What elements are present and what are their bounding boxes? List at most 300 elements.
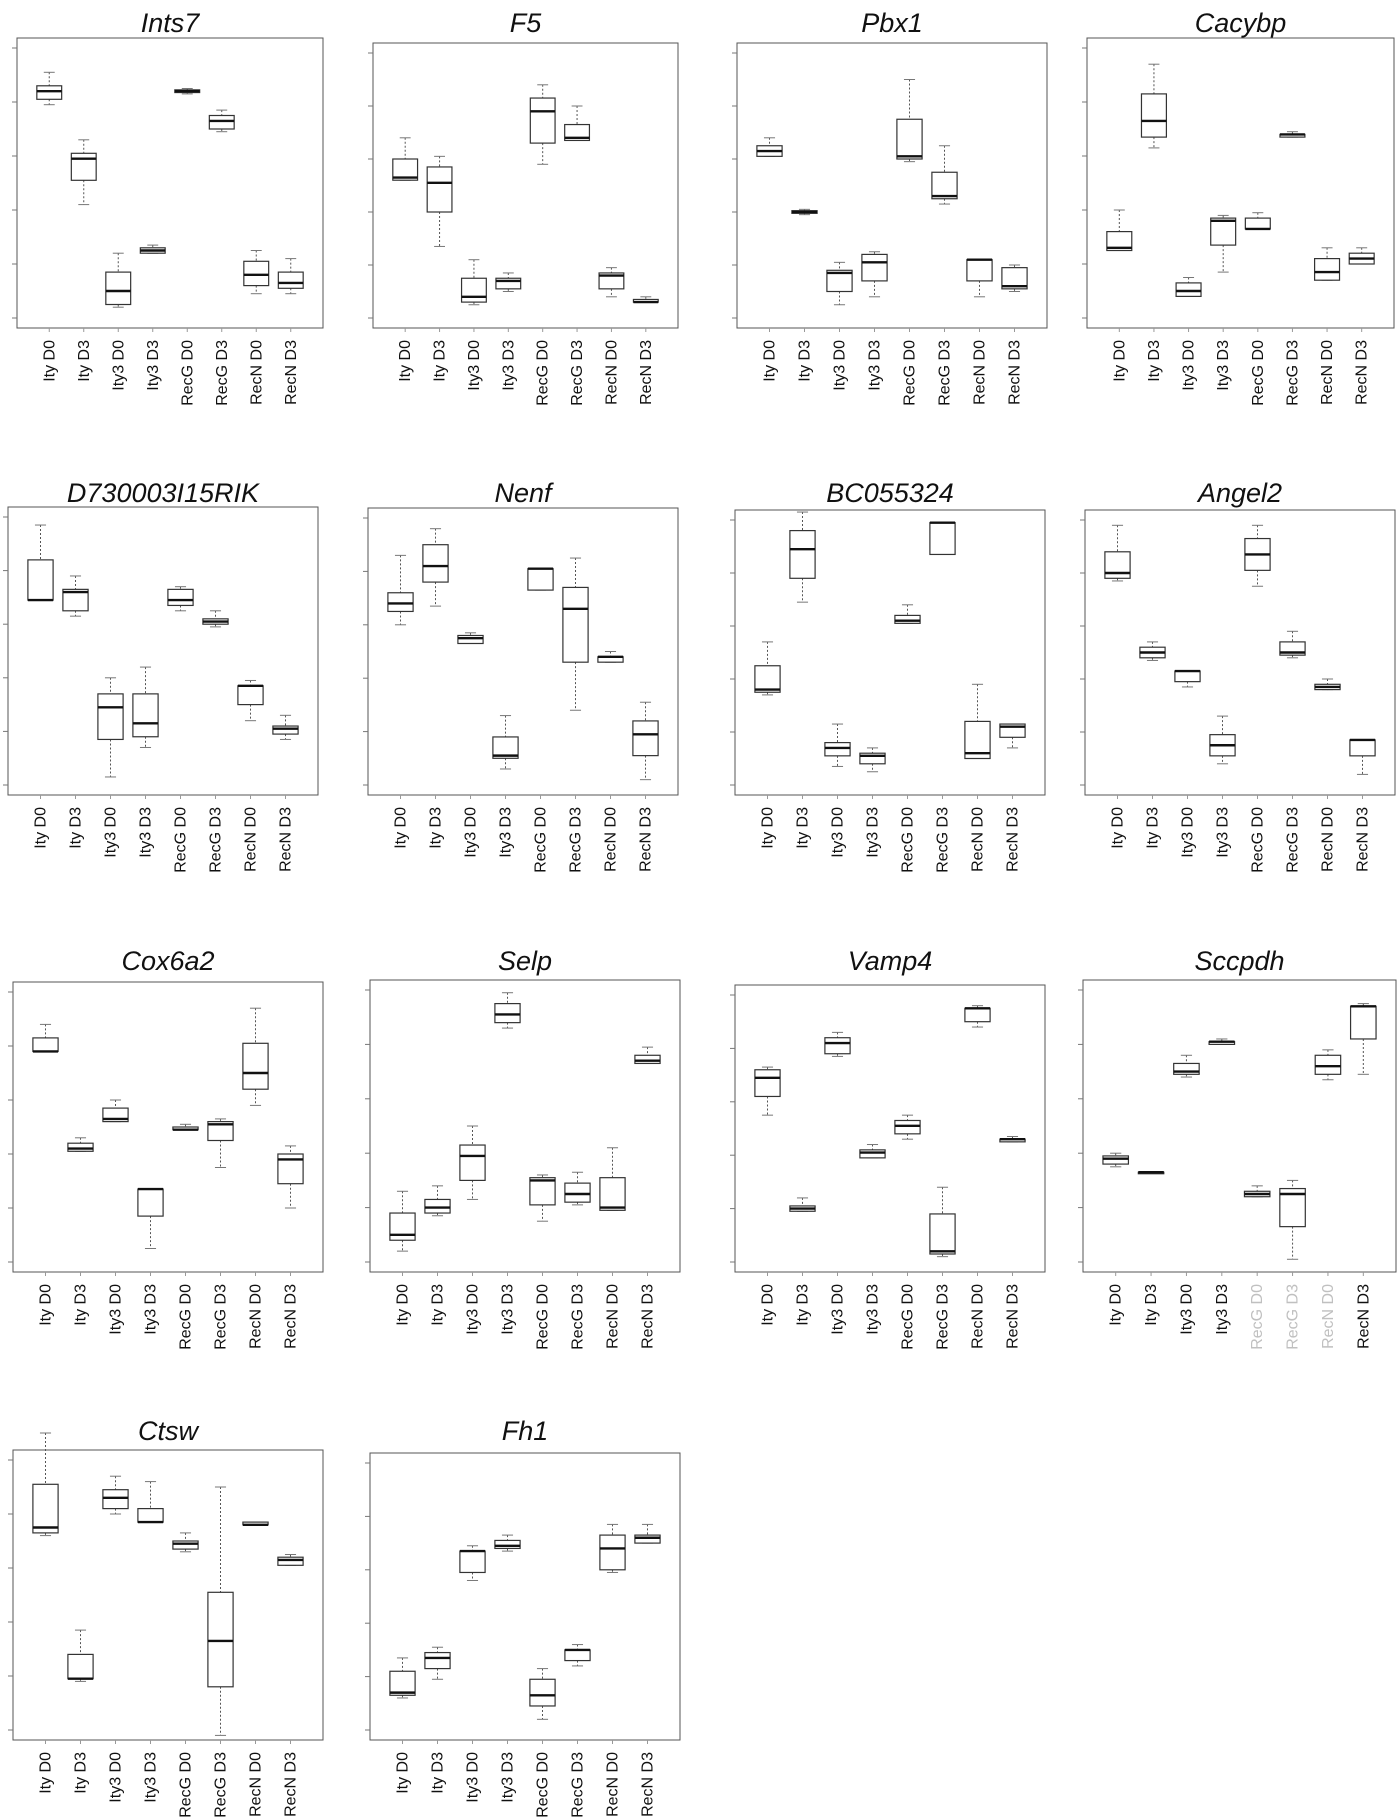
box-ity3-d0 <box>825 1032 850 1334</box>
box-recg-d0 <box>168 587 193 873</box>
x-tick-label: RecG D3 <box>213 340 231 406</box>
box-ity3-d0 <box>462 260 487 391</box>
x-tick-label: RecG D3 <box>207 807 225 873</box>
panel-title: Vamp4 <box>847 946 933 976</box>
box-recg-d3 <box>565 106 590 406</box>
iqr-box <box>173 1541 198 1549</box>
box-recg-d0 <box>530 85 555 406</box>
box-ity-d0 <box>390 1658 415 1794</box>
iqr-box <box>897 119 922 159</box>
plot-frame <box>17 38 323 328</box>
x-tick-label: RecG D3 <box>569 340 587 406</box>
x-tick-label: Ity3 D3 <box>1215 340 1233 391</box>
x-tick-label: Ity3 D3 <box>1213 1284 1231 1335</box>
x-tick-label: RecN D0 <box>969 807 987 872</box>
box-recn-d0 <box>965 1006 990 1349</box>
box-ity3-d3 <box>495 993 520 1335</box>
x-tick-label: RecG D0 <box>179 340 197 406</box>
box-recn-d3 <box>1002 265 1027 405</box>
box-ity3-d0 <box>460 1126 485 1335</box>
box-ity3-d3 <box>860 748 885 858</box>
x-tick-label: Ity D0 <box>37 1752 55 1794</box>
iqr-box <box>1103 1156 1128 1164</box>
panel-title: Nenf <box>494 478 552 508</box>
box-ity3-d3 <box>495 1535 520 1803</box>
box-recg-d3 <box>565 1172 590 1350</box>
x-tick-label: RecN D3 <box>639 1284 657 1349</box>
x-tick-label: RecN D0 <box>247 1284 265 1349</box>
box-recg-d0 <box>1245 525 1270 872</box>
iqr-box <box>278 272 303 288</box>
box-recn-d3 <box>273 715 298 872</box>
box-ity3-d0 <box>458 633 483 858</box>
iqr-box <box>425 1199 450 1213</box>
x-tick-label: RecG D0 <box>899 1284 917 1350</box>
iqr-box <box>209 116 234 130</box>
iqr-box <box>600 1178 625 1211</box>
iqr-box <box>530 98 555 143</box>
iqr-box <box>98 694 123 740</box>
x-tick-label: Ity D0 <box>1109 807 1127 849</box>
x-tick-label: RecN D0 <box>248 340 266 405</box>
box-ity3-d3 <box>1210 716 1235 858</box>
iqr-box <box>460 1551 485 1572</box>
iqr-box <box>427 167 452 212</box>
panel-pbx1 <box>732 8 1047 406</box>
iqr-box <box>33 1038 58 1052</box>
x-tick-label: RecN D0 <box>247 1752 265 1817</box>
iqr-box <box>138 1189 163 1216</box>
panel-sccpdh <box>1078 946 1396 1350</box>
box-recg-d0 <box>895 605 920 873</box>
box-recg-d3 <box>930 523 955 873</box>
x-tick-label: Ity D0 <box>1107 1284 1125 1326</box>
box-recn-d3 <box>1349 248 1374 405</box>
panel-f5 <box>368 8 678 406</box>
x-tick-label: RecG D3 <box>1284 340 1302 406</box>
x-tick-label: Ity D0 <box>32 807 50 849</box>
box-recg-d0 <box>173 1533 198 1818</box>
x-tick-label: Ity3 D3 <box>864 1284 882 1335</box>
panel-title: Angel2 <box>1197 478 1283 508</box>
x-tick-label: RecG D0 <box>534 1284 552 1350</box>
x-tick-label: RecG D3 <box>936 340 954 406</box>
iqr-box <box>1176 283 1201 297</box>
x-tick-label: RecN D3 <box>1353 340 1371 405</box>
iqr-box <box>930 1214 955 1254</box>
x-tick-label: Ity3 D3 <box>144 340 162 391</box>
x-tick-label: Ity3 D3 <box>137 807 155 858</box>
box-ity3-d0 <box>827 262 852 390</box>
x-tick-label: Ity D3 <box>1144 807 1162 849</box>
box-recg-d0 <box>1244 1186 1269 1350</box>
x-tick-label: Ity3 D0 <box>1180 340 1198 391</box>
x-tick-label: Ity3 D0 <box>1179 807 1197 858</box>
box-recn-d0 <box>600 1148 625 1349</box>
x-tick-label: RecG D3 <box>934 807 952 873</box>
panel-cacybp <box>1082 8 1394 406</box>
iqr-box <box>138 1509 163 1523</box>
iqr-box <box>37 86 62 100</box>
box-recn-d0 <box>238 680 263 871</box>
box-recg-d0 <box>173 1124 198 1349</box>
x-tick-label: Ity D3 <box>794 807 812 849</box>
x-tick-label: RecN D3 <box>1354 807 1372 872</box>
box-ity-d3 <box>425 1186 450 1326</box>
box-ity3-d0 <box>103 1100 128 1335</box>
panel-vamp4 <box>730 946 1045 1350</box>
x-tick-label: Ity3 D0 <box>1178 1284 1196 1335</box>
iqr-box <box>243 1043 268 1089</box>
box-recg-d3 <box>563 558 588 873</box>
iqr-box <box>635 1055 660 1063</box>
iqr-box <box>1315 1055 1340 1074</box>
x-tick-label: Ity D3 <box>1143 1284 1161 1326</box>
plot-frame <box>370 1453 680 1740</box>
x-tick-label: Ity D3 <box>72 1284 90 1326</box>
iqr-box <box>390 1213 415 1240</box>
box-recn-d3 <box>1000 1137 1025 1349</box>
panel-title: Pbx1 <box>861 8 923 38</box>
iqr-box <box>495 1540 520 1548</box>
box-recn-d3 <box>278 259 303 405</box>
panel-cox6a2 <box>8 946 323 1350</box>
box-recn-d0 <box>243 1522 268 1817</box>
x-tick-label: RecG D0 <box>1249 340 1267 406</box>
box-ity-d0 <box>37 72 62 381</box>
iqr-box <box>1245 218 1270 229</box>
x-tick-label: RecN D3 <box>639 1752 657 1817</box>
plot-frame <box>1083 980 1396 1272</box>
x-tick-label: RecG D3 <box>567 807 585 873</box>
x-tick-label: RecN D0 <box>604 1752 622 1817</box>
iqr-box <box>930 523 955 555</box>
iqr-box <box>790 531 815 579</box>
box-ity-d0 <box>28 525 53 849</box>
box-ity3-d0 <box>825 724 850 858</box>
box-recn-d0 <box>965 684 990 872</box>
x-tick-label: RecN D3 <box>282 1752 300 1817</box>
iqr-box <box>33 1484 58 1533</box>
iqr-box <box>28 560 53 600</box>
x-tick-label: Ity3 D0 <box>464 1284 482 1335</box>
x-tick-label: Ity3 D3 <box>1214 807 1232 858</box>
box-recn-d3 <box>633 297 658 405</box>
box-ity-d0 <box>393 138 418 382</box>
iqr-box <box>68 1654 93 1678</box>
x-tick-label: RecG D3 <box>569 1752 587 1818</box>
x-tick-label: Ity D0 <box>759 1284 777 1326</box>
box-recg-d0 <box>528 569 553 873</box>
iqr-box <box>106 272 131 304</box>
box-ity-d3 <box>63 576 88 849</box>
x-tick-label: Ity3 D0 <box>107 1284 125 1335</box>
box-ity-d0 <box>33 1024 58 1325</box>
iqr-box <box>1175 671 1200 682</box>
box-recg-d0 <box>175 89 200 406</box>
x-tick-label: RecN D3 <box>637 340 655 405</box>
x-tick-label: Ity3 D3 <box>499 1752 517 1803</box>
panel-title: Fh1 <box>501 1416 549 1446</box>
iqr-box <box>755 666 780 693</box>
x-tick-label: Ity D0 <box>397 340 415 382</box>
iqr-box <box>460 1145 485 1180</box>
panel-bc055324 <box>730 478 1045 873</box>
box-ity3-d3 <box>133 667 158 858</box>
x-tick-label: RecG D0 <box>1249 807 1267 873</box>
panel-selp <box>365 946 680 1350</box>
x-tick-label: Ity3 D3 <box>497 807 515 858</box>
x-tick-label: RecG D0 <box>172 807 190 873</box>
box-ity-d0 <box>755 1067 780 1326</box>
iqr-box <box>563 587 588 662</box>
box-recn-d0 <box>1315 1050 1340 1349</box>
iqr-box <box>1351 1006 1376 1039</box>
iqr-box <box>825 743 850 756</box>
x-tick-label: RecN D3 <box>282 1284 300 1349</box>
panel-fh1 <box>365 1416 680 1818</box>
iqr-box <box>423 545 448 582</box>
box-ity-d3 <box>1138 1172 1163 1326</box>
iqr-box <box>458 635 483 643</box>
x-tick-label: Ity3 D3 <box>142 1752 160 1803</box>
x-tick-label: RecN D0 <box>603 340 621 405</box>
x-tick-label: RecN D0 <box>604 1284 622 1349</box>
x-tick-label: RecN D3 <box>1004 807 1022 872</box>
iqr-box <box>967 260 992 281</box>
plot-frame <box>737 43 1047 328</box>
x-tick-label: Ity3 D0 <box>110 340 128 391</box>
box-ity3-d3 <box>138 1482 163 1803</box>
iqr-box <box>825 1038 850 1054</box>
iqr-box <box>862 254 887 281</box>
iqr-box <box>244 261 269 285</box>
iqr-box <box>273 726 298 734</box>
x-tick-label: Ity3 D3 <box>864 807 882 858</box>
box-recn-d3 <box>635 1047 660 1349</box>
x-tick-label: Ity D3 <box>72 1752 90 1794</box>
x-tick-label: Ity D3 <box>1145 340 1163 382</box>
iqr-box <box>860 1150 885 1158</box>
panel-ints7 <box>12 8 323 406</box>
panel-title: Ctsw <box>138 1416 198 1446</box>
iqr-box <box>238 686 263 705</box>
box-ity3-d0 <box>1174 1055 1199 1334</box>
box-ity-d3 <box>68 1138 93 1326</box>
iqr-box <box>1141 94 1166 137</box>
plot-frame <box>13 982 323 1272</box>
box-recg-d3 <box>565 1645 590 1818</box>
box-ity-d0 <box>1103 1153 1128 1326</box>
box-recg-d3 <box>930 1187 955 1350</box>
iqr-box <box>278 1557 303 1565</box>
iqr-box <box>755 1070 780 1097</box>
x-tick-label: Ity3 D0 <box>107 1752 125 1803</box>
iqr-box <box>1211 218 1236 245</box>
iqr-box <box>208 1592 233 1687</box>
x-tick-label: RecG D3 <box>1284 807 1302 873</box>
iqr-box <box>388 593 413 612</box>
panel-title: Cacybp <box>1194 8 1287 38</box>
box-recg-d0 <box>530 1669 555 1818</box>
x-tick-label: Ity3 D0 <box>829 1284 847 1335</box>
plot-frame <box>735 510 1045 795</box>
box-ity-d3 <box>71 140 96 382</box>
panel-title: D730003I15RIK <box>66 478 260 508</box>
iqr-box <box>71 153 96 180</box>
iqr-box <box>895 615 920 623</box>
box-ity-d3 <box>1141 64 1166 382</box>
box-ity-d0 <box>390 1191 415 1326</box>
box-ity-d0 <box>757 138 782 382</box>
iqr-box <box>425 1653 450 1669</box>
x-tick-label: RecG D0 <box>534 340 552 406</box>
panel-nenf <box>363 478 678 873</box>
x-tick-label: RecN D0 <box>602 807 620 872</box>
x-tick-label: RecG D0 <box>899 807 917 873</box>
box-recg-d3 <box>203 611 228 873</box>
x-tick-label: RecG D3 <box>212 1284 230 1350</box>
x-tick-label: Ity D0 <box>41 340 59 382</box>
box-ity3-d3 <box>140 245 165 391</box>
x-tick-label: Ity D3 <box>67 807 85 849</box>
x-tick-label: Ity D0 <box>759 807 777 849</box>
box-ity3-d3 <box>1211 215 1236 390</box>
x-tick-label: Ity D3 <box>75 340 93 382</box>
iqr-box <box>103 1490 128 1509</box>
panel-ctsw <box>8 1416 323 1818</box>
iqr-box <box>1315 259 1340 281</box>
box-ity3-d3 <box>496 273 521 391</box>
iqr-box <box>932 172 957 199</box>
panel-title: BC055324 <box>826 478 954 508</box>
box-recg-d3 <box>932 146 957 406</box>
box-ity-d3 <box>425 1647 450 1794</box>
panel-title: F5 <box>509 8 542 38</box>
iqr-box <box>635 1535 660 1543</box>
x-tick-label: Ity3 D3 <box>866 340 884 391</box>
box-recn-d0 <box>598 652 623 872</box>
box-recg-d0 <box>530 1175 555 1350</box>
x-tick-label: Ity3 D0 <box>102 807 120 858</box>
x-tick-label: Ity D3 <box>429 1284 447 1326</box>
box-ity3-d0 <box>98 678 123 858</box>
box-ity-d0 <box>388 555 413 848</box>
x-tick-label: RecN D3 <box>1004 1284 1022 1349</box>
box-ity-d3 <box>790 1198 815 1326</box>
box-ity3-d0 <box>1176 278 1201 391</box>
iqr-box <box>1105 552 1130 579</box>
iqr-box <box>965 1008 990 1021</box>
x-tick-label: RecG D3 <box>1284 1284 1302 1350</box>
iqr-box <box>528 569 553 590</box>
x-tick-label: RecG D0 <box>534 1752 552 1818</box>
box-recn-d0 <box>599 268 624 405</box>
plot-frame <box>370 980 680 1272</box>
iqr-box <box>68 1143 93 1151</box>
box-recg-d3 <box>1280 631 1305 872</box>
x-tick-label: Ity D0 <box>761 340 779 382</box>
iqr-box <box>462 278 487 302</box>
x-tick-label: Ity3 D0 <box>462 807 480 858</box>
x-tick-label: Ity D3 <box>427 807 445 849</box>
x-tick-label: RecN D0 <box>1319 807 1337 872</box>
iqr-box <box>1350 740 1375 756</box>
plot-frame <box>13 1450 323 1740</box>
panel-title: Ints7 <box>140 8 200 38</box>
x-tick-label: Ity D3 <box>794 1284 812 1326</box>
iqr-box <box>495 1004 520 1023</box>
plot-frame <box>373 43 678 328</box>
x-tick-label: RecN D3 <box>637 807 655 872</box>
panel-title: Cox6a2 <box>121 946 215 976</box>
x-tick-label: Ity D0 <box>37 1284 55 1326</box>
panel-d730003i15rik <box>3 478 318 873</box>
box-ity3-d3 <box>493 716 518 858</box>
box-recn-d0 <box>1315 248 1340 405</box>
x-tick-label: RecG D0 <box>1249 1284 1267 1350</box>
x-tick-label: Ity D0 <box>392 807 410 849</box>
box-ity3-d0 <box>1175 671 1200 858</box>
box-recn-d0 <box>1315 679 1340 872</box>
iqr-box <box>600 1535 625 1570</box>
x-tick-label: RecG D0 <box>177 1752 195 1818</box>
box-ity-d3 <box>790 512 815 849</box>
box-recg-d3 <box>1280 1180 1305 1349</box>
panel-title: Selp <box>497 946 553 976</box>
x-tick-label: RecN D3 <box>277 807 295 872</box>
box-ity3-d3 <box>138 1189 163 1335</box>
plot-frame <box>735 985 1045 1272</box>
box-recn-d0 <box>243 1008 268 1349</box>
box-ity3-d0 <box>460 1546 485 1803</box>
box-recn-d3 <box>1000 724 1025 872</box>
x-tick-label: RecG D0 <box>532 807 550 873</box>
box-ity3-d0 <box>103 1476 128 1802</box>
x-tick-label: Ity D3 <box>429 1752 447 1794</box>
box-ity3-d3 <box>860 1145 885 1335</box>
x-tick-label: Ity3 D0 <box>465 340 483 391</box>
x-tick-label: Ity D3 <box>431 340 449 382</box>
box-recn-d0 <box>967 260 992 405</box>
box-recg-d3 <box>1280 132 1305 406</box>
x-tick-label: RecN D0 <box>1319 340 1337 405</box>
box-recn-d3 <box>1350 740 1375 872</box>
box-recn-d3 <box>1351 1004 1376 1349</box>
box-recn-d3 <box>633 702 658 872</box>
x-tick-label: RecN D3 <box>282 340 300 405</box>
iqr-box <box>565 1183 590 1202</box>
x-tick-label: RecG D3 <box>212 1752 230 1818</box>
x-tick-label: RecN D0 <box>242 807 260 872</box>
plot-frame <box>8 507 318 795</box>
box-recg-d3 <box>208 1487 233 1818</box>
box-ity3-d3 <box>862 252 887 391</box>
panel-title: Sccpdh <box>1194 946 1285 976</box>
x-tick-label: Ity3 D0 <box>831 340 849 391</box>
box-ity-d3 <box>1140 642 1165 849</box>
x-tick-label: RecN D0 <box>969 1284 987 1349</box>
box-recg-d3 <box>209 110 234 406</box>
x-tick-label: Ity D0 <box>394 1284 412 1326</box>
x-tick-label: RecG D0 <box>901 340 919 406</box>
box-recn-d3 <box>278 1555 303 1817</box>
box-recg-d0 <box>897 80 922 406</box>
box-ity3-d3 <box>1209 1039 1234 1335</box>
box-recn-d0 <box>600 1524 625 1816</box>
x-tick-label: Ity3 D0 <box>829 807 847 858</box>
box-ity-d3 <box>792 209 817 381</box>
